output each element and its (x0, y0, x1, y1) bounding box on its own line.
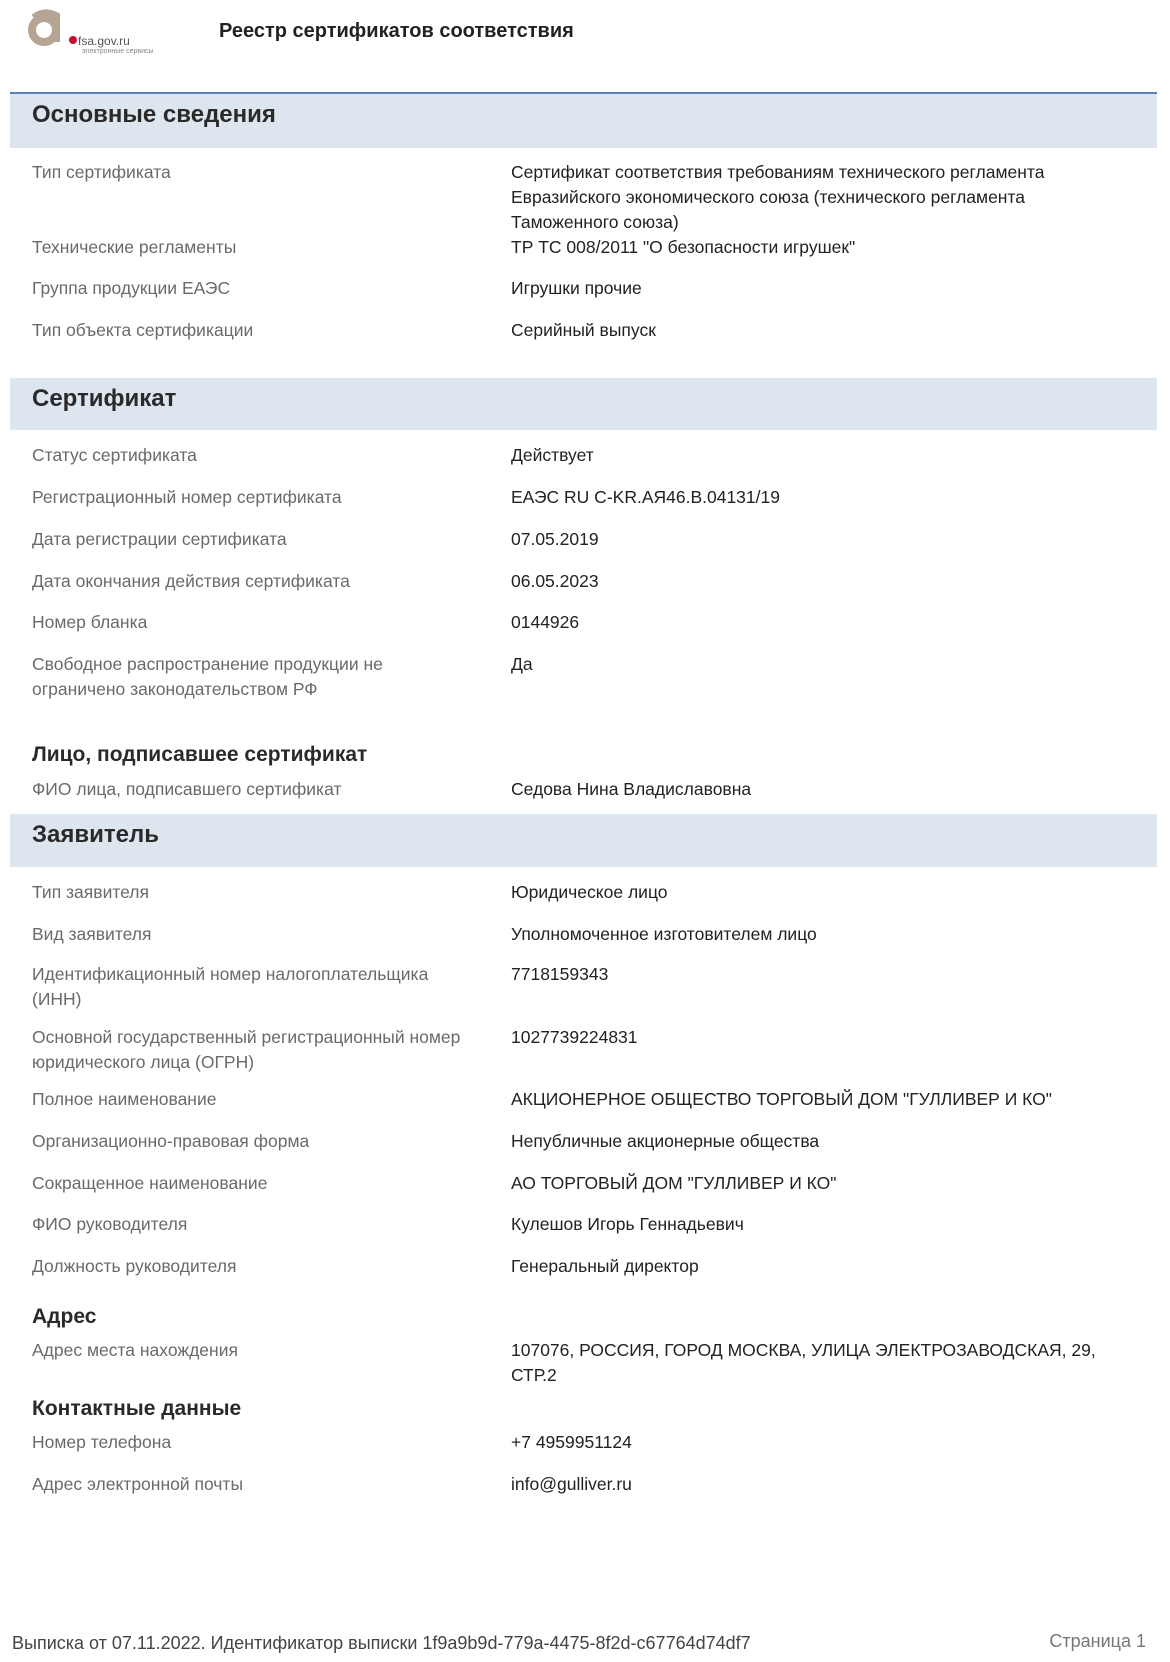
field-label: Дата регистрации сертификата (32, 529, 287, 549)
field-label: Должность руководителя (32, 1256, 237, 1276)
page-header (0, 0, 1170, 94)
page-number: Страница 1 (1049, 1631, 1146, 1651)
logo-domain: fsa.gov.ru (78, 34, 130, 48)
fsa-logo-mark-icon (26, 8, 80, 48)
field-label: Основной государственный регистрационный номер юридического лица (ОГРН) (32, 1027, 461, 1072)
field-label: Адрес места нахождения (32, 1340, 238, 1360)
field-value: 0144926 (511, 612, 580, 632)
field-value: 07.05.2019 (511, 529, 599, 549)
field-value: Игрушки прочие (511, 278, 642, 298)
field-label: Технические регламенты (32, 237, 237, 257)
field-value: Да (511, 654, 533, 674)
section-applicant-header (10, 814, 1157, 867)
field-label: Организационно-правовая форма (32, 1131, 310, 1151)
field-label: Тип сертификата (32, 162, 171, 182)
field-value: 06.05.2023 (511, 571, 599, 591)
field-label: Дата окончания действия сертификата (32, 571, 350, 591)
field-label: Сокращенное наименование (32, 1173, 268, 1193)
section-certificate-header (10, 378, 1157, 430)
field-value: Кулешов Игорь Геннадьевич (511, 1214, 744, 1234)
field-value: Непубличные акционерные общества (511, 1131, 820, 1151)
field-label: Тип заявителя (32, 882, 149, 902)
field-label: Тип объекта сертификации (32, 320, 254, 340)
field-label: Регистрационный номер сертификата (32, 487, 342, 507)
section-basic-header (10, 94, 1157, 148)
field-value: +7 4959951124 (511, 1432, 632, 1452)
field-label: ФИО руководителя (32, 1214, 188, 1234)
logo-subtitle: электронные сервисы (82, 48, 154, 55)
page-title: Реестр сертификатов соответствия (219, 20, 574, 42)
field-value: 107076, РОССИЯ, ГОРОД МОСКВА, УЛИЦА ЭЛЕКТРОЗАВОДСКАЯ, 29, СТР.2 (511, 1340, 1096, 1385)
field-label: Идентификационный номер налогоплательщика (ИНН) (32, 964, 429, 1009)
subheading-contacts: Контактные данные (32, 1397, 242, 1420)
field-value: Сертификат соответствия требованиям технического регламента Евразийского экономического союза (технического регламента Таможенного союза) (511, 162, 1045, 232)
fsa-logo[interactable] (26, 8, 176, 60)
footer-extract-info: Выписка от 07.11.2022. Идентификатор выписки 1f9a9b9d-779a-4475-8f2d-c67764d74df7 (12, 1633, 751, 1653)
section-title-basic: Основные сведения (32, 101, 276, 128)
field-label: Полное наименование (32, 1089, 217, 1109)
section-title-applicant: Заявитель (32, 821, 159, 848)
field-value: Серийный выпуск (511, 320, 656, 340)
field-label: ФИО лица, подписавшего сертификат (32, 779, 342, 799)
field-label: Статус сертификата (32, 445, 197, 465)
section-title-certificate: Сертификат (32, 385, 177, 412)
field-value: АО ТОРГОВЫЙ ДОМ "ГУЛЛИВЕР И КО" (511, 1173, 837, 1193)
field-value: Генеральный директор (511, 1256, 699, 1276)
field-label: Вид заявителя (32, 924, 152, 944)
field-value: Уполномоченное изготовителем лицо (511, 924, 817, 944)
field-value: ТР ТС 008/2011 "О безопасности игрушек" (511, 237, 856, 257)
field-value: Седова Нина Владиславовна (511, 779, 752, 799)
field-value: ЕАЭС RU С-KR.АЯ46.В.04131/19 (511, 487, 780, 507)
subheading-signer: Лицо, подписавшее сертификат (32, 743, 368, 766)
field-label: Группа продукции ЕАЭС (32, 278, 231, 298)
field-label: Адрес электронной почты (32, 1474, 244, 1494)
field-value: Действует (511, 445, 594, 465)
subheading-address: Адрес (32, 1305, 97, 1328)
field-value: 7718159343 (511, 964, 609, 984)
field-label: Номер бланка (32, 612, 148, 632)
field-value: 1027739224831 (511, 1027, 638, 1047)
field-label: Свободное распространение продукции не ограничено законодательством РФ (32, 654, 383, 699)
field-label: Номер телефона (32, 1432, 172, 1452)
email-link[interactable]: info@gulliver.ru (511, 1474, 632, 1494)
field-value: Юридическое лицо (511, 882, 668, 902)
field-value: АКЦИОНЕРНОЕ ОБЩЕСТВО ТОРГОВЫЙ ДОМ "ГУЛЛИВЕР И КО" (511, 1089, 1052, 1109)
